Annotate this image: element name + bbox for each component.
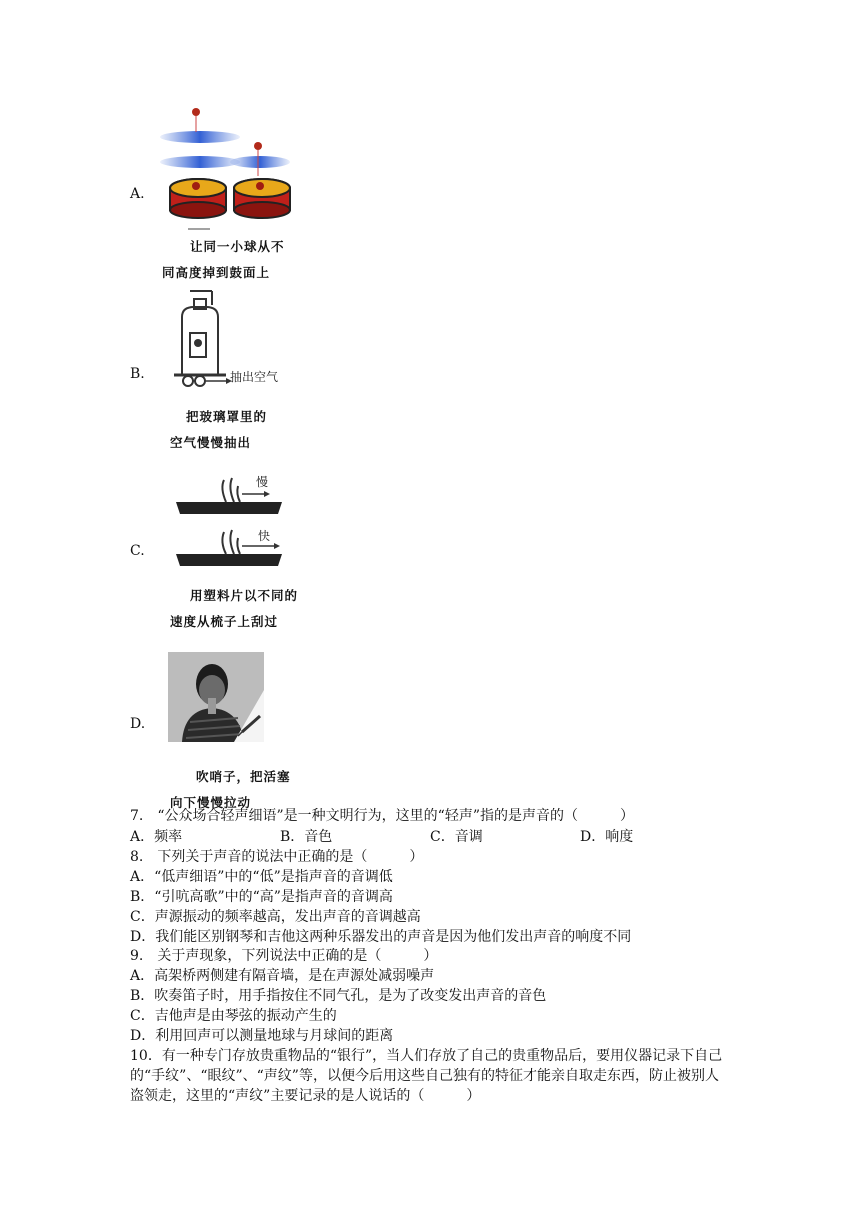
q7-choice-d: D．响度 <box>580 829 634 845</box>
comb-scraping-figure <box>170 462 295 572</box>
q9-option-a: A．高架桥两侧建有隔音墙，是在声源处减弱噪声 <box>130 968 435 984</box>
option-a-letter: A. <box>130 186 145 202</box>
q10-stem: 10．有一种专门存放贵重物品的“银行”，当人们存放了自己的贵重物品后，要用仪器记录下自己的“手纹”、“眼纹”、“声纹”等，以便今后用这些自己独有的特征才能亲自取走东西，防止被别人盗领走，这里的“声纹”主要记录的是人说话的（ ） <box>130 1048 723 1104</box>
option-d-letter: D. <box>130 716 146 732</box>
q7-stem: 7. “公众场合轻声细语”是一种文明行为，这里的“轻声”指的是声音的（ ） <box>130 808 634 824</box>
option-b-letter: B. <box>130 366 145 382</box>
pump-label: 抽出空气 <box>230 370 279 384</box>
option-b-caption-line1: 把玻璃罩里的 <box>186 409 268 424</box>
q8-stem: 8. 下列关于声音的说法中正确的是（ ） <box>130 849 424 865</box>
q9-option-c: C．吉他声是由琴弦的振动产生的 <box>130 1008 337 1024</box>
drum-ball-figure <box>160 102 300 232</box>
whistle-boy-photo <box>168 652 264 742</box>
q8-option-c: C．声源振动的频率越高，发出声音的音调越高 <box>130 909 421 925</box>
q7-choice-b: B．音色 <box>280 829 333 845</box>
slow-label: 慢 <box>256 475 269 489</box>
q8-option-b: B．“引吭高歌”中的“高”是指声音的音调高 <box>130 889 393 905</box>
option-d-caption-line1: 吹哨子，把活塞 <box>196 769 291 784</box>
bell-jar-figure <box>160 285 285 390</box>
option-b-caption-line2: 空气慢慢抽出 <box>170 435 252 450</box>
q9-option-b: B．吹奏笛子时，用手指按住不同气孔，是为了改变发出声音的音色 <box>130 988 547 1004</box>
q7-choice-c: C．音调 <box>430 829 483 845</box>
q7-choice-a: A．频率 <box>130 829 183 845</box>
option-c-caption-line2: 速度从梳子上刮过 <box>170 614 279 629</box>
q8-option-d: D．我们能区别钢琴和吉他这两种乐器发出的声音是因为他们发出声音的响度不同 <box>130 929 632 945</box>
option-c-caption-line1: 用塑料片以不同的 <box>190 588 299 603</box>
option-a-caption-line2: 同高度掉到鼓面上 <box>162 265 271 280</box>
q8-option-a: A．“低声细语”中的“低”是指声音的音调低 <box>130 869 393 885</box>
option-c-letter: C. <box>130 543 145 559</box>
fast-label: 快 <box>258 529 271 543</box>
q7-choices <box>130 827 633 847</box>
q9-option-d: D．利用回声可以测量地球与月球间的距离 <box>130 1028 394 1044</box>
option-d-caption-line2: 向下慢慢拉动 <box>170 795 252 810</box>
option-a-caption-line1: 让同一小球从不 <box>190 239 285 254</box>
q9-stem: 9. 关于声现象，下列说法中正确的是（ ） <box>130 948 438 964</box>
